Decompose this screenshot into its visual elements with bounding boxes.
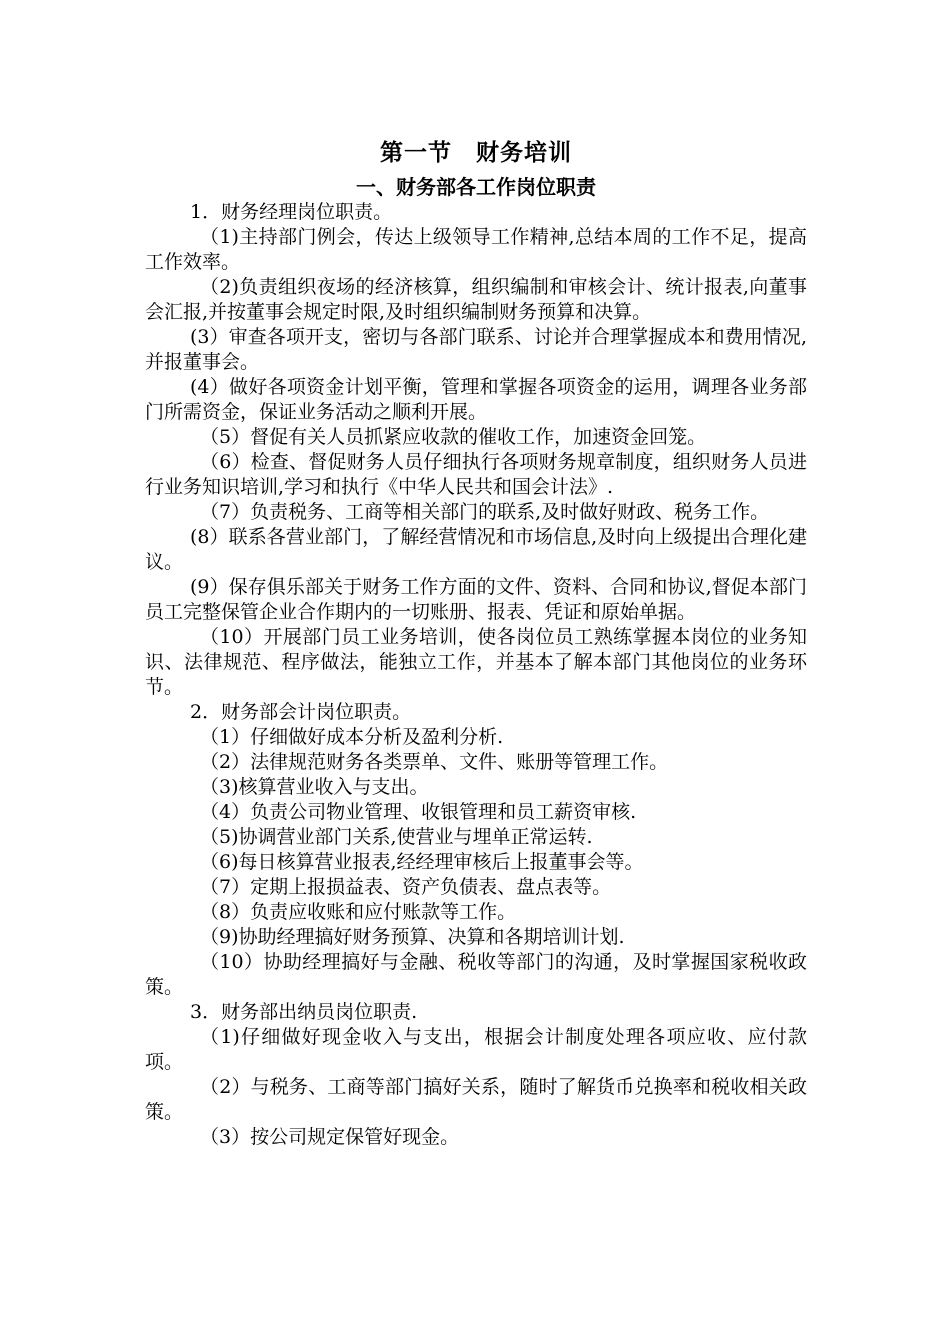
duty-item: （1)仔细做好现金收入与支出，根据会计制度处理各项应收、应付款项。 — [145, 1026, 807, 1073]
duty-item: （1）仔细做好成本分析及盈利分析. — [200, 726, 504, 748]
duty-item: （9)协助经理搞好财务预算、决算和各期培训计划. — [200, 926, 625, 948]
duty-item: (8）联系各营业部门，了解经营情况和市场信息,及时向上级提出合理化建议。 — [145, 526, 807, 573]
duty-item: (3）审查各项开支，密切与各部门联系、讨论并合理掌握成本和费用情况,并报董事会。 — [145, 326, 807, 373]
duty-item: （10）协助经理搞好与金融、税收等部门的沟通，及时掌握国家税收政策。 — [145, 951, 807, 998]
duty-item: （3）按公司规定保管好现金。 — [200, 1126, 460, 1148]
duty-item: （3)核算营业收入与支出。 — [200, 776, 429, 798]
duty-item: （5)协调营业部门关系,使营业与埋单正常运转. — [200, 826, 593, 848]
duty-item: （10）开展部门员工业务培训，使各岗位员工熟练掌握本岗位的业务知识、法律规范、程序做法，能独立工作，并基本了解本部门其他岗位的业务环节。 — [145, 626, 807, 698]
duty-item: （2）法律规范财务各类票单、文件、账册等管理工作。 — [200, 751, 669, 773]
duty-item: （4）负责公司物业管理、收银管理和员工薪资审核. — [200, 801, 637, 823]
heading-item: 2．财务部会计岗位职责。 — [190, 701, 412, 723]
duty-item: (9）保存俱乐部关于财务工作方面的文件、资料、合同和协议,督促本部门员工完整保管企业合作期内的一切账册、报表、凭证和原始单据。 — [145, 576, 807, 623]
duty-item: （5）督促有关人员抓紧应收款的催收工作，加速资金回笼。 — [200, 426, 707, 448]
duty-item: （6）检查、督促财务人员仔细执行各项财务规章制度，组织财务人员进行业务知识培训,学习和执行《中华人民共和国会计法》. — [145, 451, 807, 498]
duty-item: （7）负责税务、工商等相关部门的联系,及时做好财政、税务工作。 — [200, 501, 770, 523]
heading-item: 1．财务经理岗位职责。 — [190, 201, 393, 223]
page-title: 第一节 财务培训 — [380, 139, 572, 166]
duty-item: （1)主持部门例会，传达上级领导工作精神,总结本周的工作不足，提高工作效率。 — [145, 226, 807, 273]
duty-item: （6)每日核算营业报表,经经理审核后上报董事会等。 — [200, 851, 644, 873]
section-heading: 一、财务部各工作岗位职责 — [356, 175, 596, 199]
document-body — [145, 138, 807, 1150]
duty-item: （8）负责应收账和应付账款等工作。 — [200, 901, 517, 923]
duty-item: （7）定期上报损益表、资产负债表、盘点表等。 — [200, 876, 612, 898]
duty-item: (4）做好各项资金计划平衡，管理和掌握各项资金的运用，调理各业务部门所需资金，保证业务活动之顺利开展。 — [145, 376, 807, 423]
duty-item: （2）与税务、工商等部门搞好关系，随时了解货币兑换率和税收相关政策。 — [145, 1076, 807, 1123]
heading-item: 3．财务部出纳员岗位职责. — [190, 1001, 418, 1023]
duty-item: （2)负责组织夜场的经济核算，组织编制和审核会计、统计报表,向董事会汇报,并按董事会规定时限,及时组织编制财务预算和决算。 — [145, 276, 807, 323]
